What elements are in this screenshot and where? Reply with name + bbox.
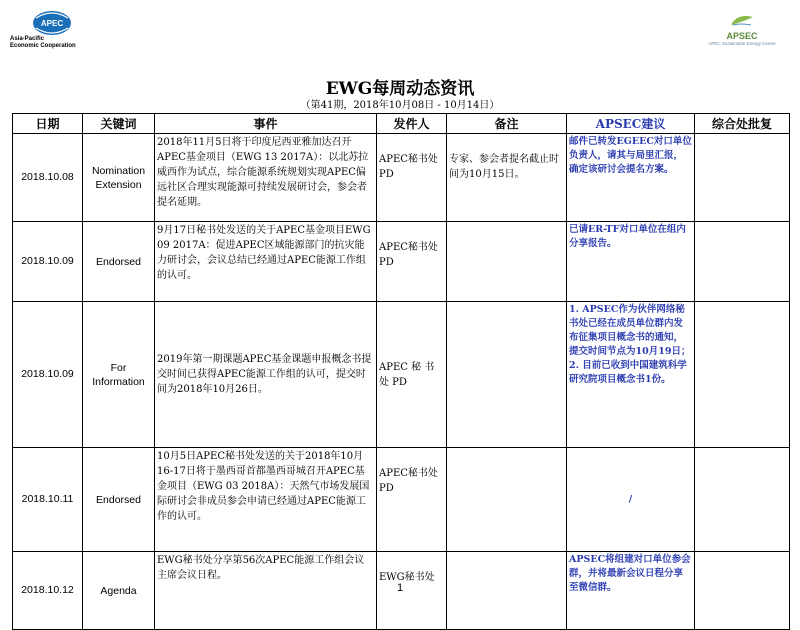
cell-date: 2018.10.08 bbox=[13, 134, 83, 222]
col-header-keyword: 关键词 bbox=[83, 114, 155, 134]
col-header-date: 日期 bbox=[13, 114, 83, 134]
table-row bbox=[13, 222, 790, 302]
cell-event: 9月17日秘书处发送的关于APEC基金项目EWG 09 2017A：促进APEC区域能源部门的抗灾能力研讨会，会议总结已经通过APEC能源工作组的认可。 bbox=[155, 222, 377, 302]
page-number: 1 bbox=[396, 582, 404, 594]
cell-keyword: For Information bbox=[83, 302, 155, 448]
cell-event: 2019年第一期课题APEC基金课题申报概念书提交时间已获得APEC能源工作组的认可，提交时间为2018年10月26日。 bbox=[155, 302, 377, 448]
cell-keyword: Agenda bbox=[83, 552, 155, 630]
cell-note bbox=[447, 302, 567, 448]
table-row bbox=[13, 302, 790, 448]
table-header-row bbox=[13, 114, 790, 134]
cell-date: 2018.10.09 bbox=[13, 222, 83, 302]
cell-approval bbox=[695, 134, 790, 222]
col-header-sender: 发件人 bbox=[377, 114, 447, 134]
col-header-event: 事件 bbox=[155, 114, 377, 134]
apsec-logo-text: APSEC bbox=[726, 31, 758, 41]
apec-org-name: Asia-Pacific Economic Cooperation bbox=[10, 36, 76, 49]
cell-keyword: Endorsed bbox=[83, 448, 155, 552]
apec-logo-block bbox=[10, 10, 130, 50]
table-row bbox=[13, 134, 790, 222]
col-header-apsec: APSEC建议 bbox=[567, 114, 695, 134]
cell-keyword: Endorsed bbox=[83, 222, 155, 302]
apsec-subtitle: APEC Sustainable Energy Centre bbox=[708, 41, 776, 46]
cell-event: 10月5日APEC秘书处发送的关于2018年10月16-17日将于墨西哥首都墨西哥城召开APEC基金项目（EWG 03 2018A）：天然气市场发展国际研讨会非成员参会申请已经通过APEC能源工作的认可。 bbox=[155, 448, 377, 552]
col-header-approval: 综合处批复 bbox=[695, 114, 790, 134]
apsec-leaf-icon bbox=[727, 13, 757, 27]
news-table bbox=[12, 113, 790, 630]
cell-apsec: 已请ER-TF对口单位在组内分享报告。 bbox=[567, 222, 695, 302]
page-subtitle: （第41期，2018年10月08日 - 10月14日） bbox=[300, 100, 500, 111]
cell-sender: APEC秘书处PD bbox=[377, 134, 447, 222]
cell-sender: APEC秘书处PD bbox=[377, 222, 447, 302]
page-title: EWG每周动态资讯 bbox=[325, 79, 475, 99]
col-header-note: 备注 bbox=[447, 114, 567, 134]
cell-note bbox=[447, 222, 567, 302]
cell-date: 2018.10.12 bbox=[13, 552, 83, 630]
cell-note bbox=[447, 448, 567, 552]
cell-note: 专家、参会者提名截止时间为10月15日。 bbox=[447, 134, 567, 222]
cell-date: 2018.10.09 bbox=[13, 302, 83, 448]
cell-event: EWG秘书处分享第56次APEC能源工作组会议主席会议日程。 bbox=[155, 552, 377, 630]
cell-apsec: APSEC将组建对口单位参会群，并将最新会议日程分享至微信群。 bbox=[567, 552, 695, 630]
table-row bbox=[13, 448, 790, 552]
cell-apsec: 1. APSEC作为伙伴网络秘书处已经在成员单位群内发布征集项目概念书的通知，提交时间节点为10月19日； 2. 目前已收到中国建筑科学研究院项目概念书1份。 bbox=[567, 302, 695, 448]
cell-keyword: Nomination Extension bbox=[83, 134, 155, 222]
cell-sender: EWG秘书处 bbox=[377, 552, 447, 630]
cell-sender: APEC 秘 书 处 PD bbox=[377, 302, 447, 448]
cell-sender: APEC秘书处PD bbox=[377, 448, 447, 552]
apec-logo-icon bbox=[32, 10, 72, 36]
cell-approval bbox=[695, 448, 790, 552]
cell-apsec: 邮件已转发EGEEC对口单位负责人，请其与局里汇报，确定该研讨会提名方案。 bbox=[567, 134, 695, 222]
cell-apsec: / bbox=[567, 448, 695, 552]
svg-text:APEC: APEC bbox=[40, 19, 64, 28]
apsec-logo-block bbox=[694, 12, 790, 48]
cell-approval bbox=[695, 302, 790, 448]
cell-date: 2018.10.11 bbox=[13, 448, 83, 552]
cell-event: 2018年11月5日将于印度尼西亚雅加达召开APEC基金项目（EWG 13 2017A）：以北苏拉威西作为试点，综合能源系统规划实现APEC偏远社区合理实现能源可持续发展研讨会，参会者提名延期。 bbox=[155, 134, 377, 222]
cell-approval bbox=[695, 222, 790, 302]
